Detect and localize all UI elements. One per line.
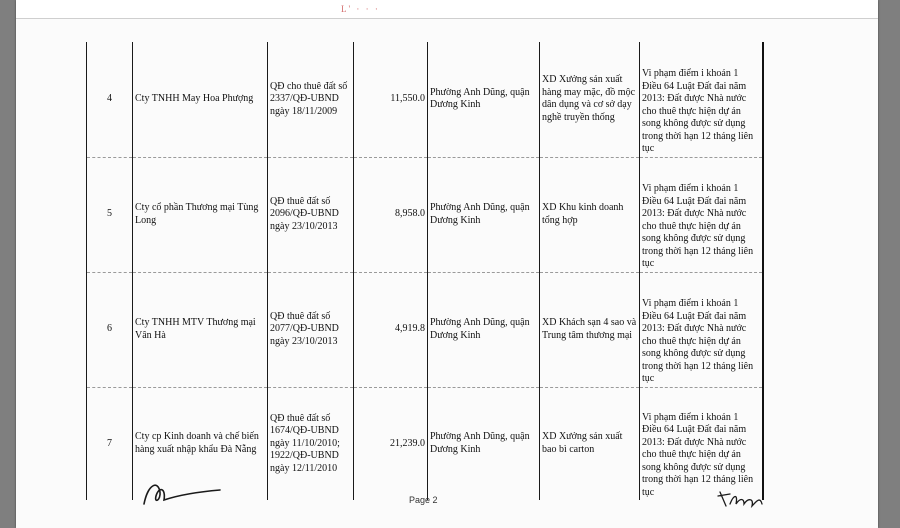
land-area: 4,919.8	[354, 272, 428, 387]
violation-note: Vi phạm điểm i khoản 1 Điều 64 Luật Đất đai năm 2013: Đất được Nhà nước cho thuê thực hiện dự án song không được sử dụng trong thời hạn 12 tháng liên tục	[640, 157, 763, 272]
land-area: 11,550.0	[354, 42, 428, 157]
location: Phường Anh Dũng, quận Dương Kinh	[428, 387, 540, 500]
project-purpose: XD Xưởng sản xuất hàng may mặc, đồ mộc dân dụng và cơ sở dạy nghề truyền thống	[540, 42, 640, 157]
document-page	[16, 0, 878, 528]
header-stamp-mark: L' · · ·	[341, 4, 380, 14]
project-purpose: XD Xưởng sản xuất bao bì carton	[540, 387, 640, 500]
land-violation-table	[86, 42, 764, 500]
land-area: 21,239.0	[354, 387, 428, 500]
organization-name: Cty cp Kinh doanh và chế biến hàng xuất nhập khẩu Đà Nẵng	[133, 387, 268, 500]
row-number: 5	[87, 157, 133, 272]
violation-note: Vi phạm điểm i khoản 1 Điều 64 Luật Đất đai năm 2013: Đất được Nhà nước cho thuê thực hiện dự án song không được sử dụng trong thời hạn 12 tháng liên tục	[640, 272, 763, 387]
project-purpose: XD Khách sạn 4 sao và Trung tâm thương mại	[540, 272, 640, 387]
organization-name: Cty cổ phần Thương mại Tùng Long	[133, 157, 268, 272]
row-number: 4	[87, 42, 133, 157]
violation-note: Vi phạm điểm i khoản 1 Điều 64 Luật Đất đai năm 2013: Đất được Nhà nước cho thuê thực hiện dự án song không được sử dụng trong thời hạn 12 tháng liên tục	[640, 42, 763, 157]
row-number: 6	[87, 272, 133, 387]
location: Phường Anh Dũng, quận Dương Kinh	[428, 42, 540, 157]
land-decision: QĐ thuê đất số 2077/QĐ-UBND ngày 23/10/2013	[268, 272, 354, 387]
location: Phường Anh Dũng, quận Dương Kinh	[428, 272, 540, 387]
land-decision: QĐ cho thuê đất số 2337/QĐ-UBND ngày 18/11/2009	[268, 42, 354, 157]
table-row	[87, 272, 763, 387]
signature-left-icon	[136, 474, 226, 514]
location: Phường Anh Dũng, quận Dương Kinh	[428, 157, 540, 272]
table-row	[87, 157, 763, 272]
violation-note: Vi phạm điểm i khoản 1 Điều 64 Luật Đất đai năm 2013: Đất được Nhà nước cho thuê thực hiện dự án song không được sử dụng trong thời hạn 12 tháng liên tục	[640, 387, 763, 500]
row-number: 7	[87, 387, 133, 500]
organization-name: Cty TNHH MTV Thương mại Vân Hà	[133, 272, 268, 387]
land-decision: QĐ thuê đất số 2096/QĐ-UBND ngày 23/10/2013	[268, 157, 354, 272]
land-decision: QĐ thuê đất số 1674/QĐ-UBND ngày 11/10/2010; 1922/QĐ-UBND ngày 12/11/2010	[268, 387, 354, 500]
table-row	[87, 42, 763, 157]
land-area: 8,958.0	[354, 157, 428, 272]
project-purpose: XD Khu kinh doanh tổng hợp	[540, 157, 640, 272]
previous-page-edge	[16, 0, 878, 19]
page-number: Page 2	[409, 495, 438, 505]
organization-name: Cty TNHH May Hoa Phượng	[133, 42, 268, 157]
initials-right-icon	[716, 486, 764, 512]
